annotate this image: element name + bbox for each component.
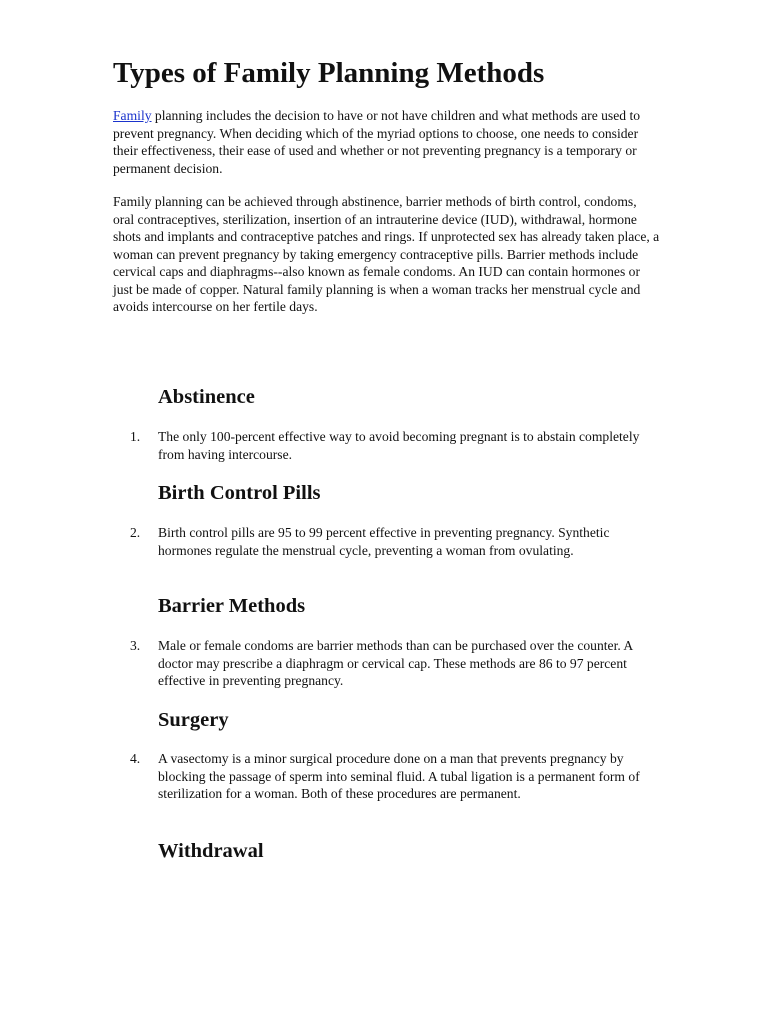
list-item-surgery [130,750,660,803]
section-heading-withdrawal: Withdrawal [158,840,264,862]
section-heading-barrier-methods: Barrier Methods [158,595,306,617]
overview-paragraph: Family planning can be achieved through abstinence, barrier methods of birth control, condoms, oral contraceptives, sterilization, insertion of an intrauterine device (IUD), withdrawal, hormone shots and implants and contraceptive patches and rings. If unprotected sex has already taken place, a woman can prevent pregnancy by taking emergency contraceptive pills. Barrier methods include cervical caps and diaphragms--also known as female condoms. An IUD can contain hormones or just be made of copper. Natural family planning is when a woman tracks her menstrual cycle and avoids intercourse on her fertile days. [113,194,660,314]
list-number: 1. [130,429,141,444]
section-heading-birth-control-pills: Birth Control Pills [158,482,321,504]
list-item-text: Male or female condoms are barrier methods than can be purchased over the counter. A doctor may prescribe a diaphragm or cervical cap. These methods are 86 to 97 percent effective in preventing pregnancy. [158,638,633,688]
list-item-abstinence [130,428,660,463]
intro-paragraph [113,107,661,177]
list-item-barrier-methods [130,637,660,690]
list-number: 3. [130,638,141,653]
list-item-text: A vasectomy is a minor surgical procedure done on a man that prevents pregnancy by blocking the passage of sperm into seminal fluid. A tubal ligation is a permanent form of sterilization for a woman. Both of these procedures are permanent. [158,751,640,801]
section-heading-abstinence: Abstinence [158,386,255,408]
list-number: 2. [130,525,141,540]
section-heading-surgery: Surgery [158,709,229,731]
list-item-birth-control-pills [130,524,660,559]
list-item-text: The only 100-percent effective way to avoid becoming pregnant is to abstain completely from having intercourse. [158,429,640,462]
list-item-text: Birth control pills are 95 to 99 percent effective in preventing pregnancy. Synthetic hormones regulate the menstrual cycle, preventing a woman from ovulating. [158,525,610,558]
page-title: Types of Family Planning Methods [113,57,545,89]
intro-text: planning includes the decision to have or not have children and what methods are used to prevent pregnancy. When deciding which of the myriad options to choose, one needs to consider their effectiveness, their ease of used and whether or not preventing pregnancy is a temporary or permanent decision. [113,108,641,176]
family-link[interactable]: Family [113,108,152,123]
list-number: 4. [130,751,141,766]
